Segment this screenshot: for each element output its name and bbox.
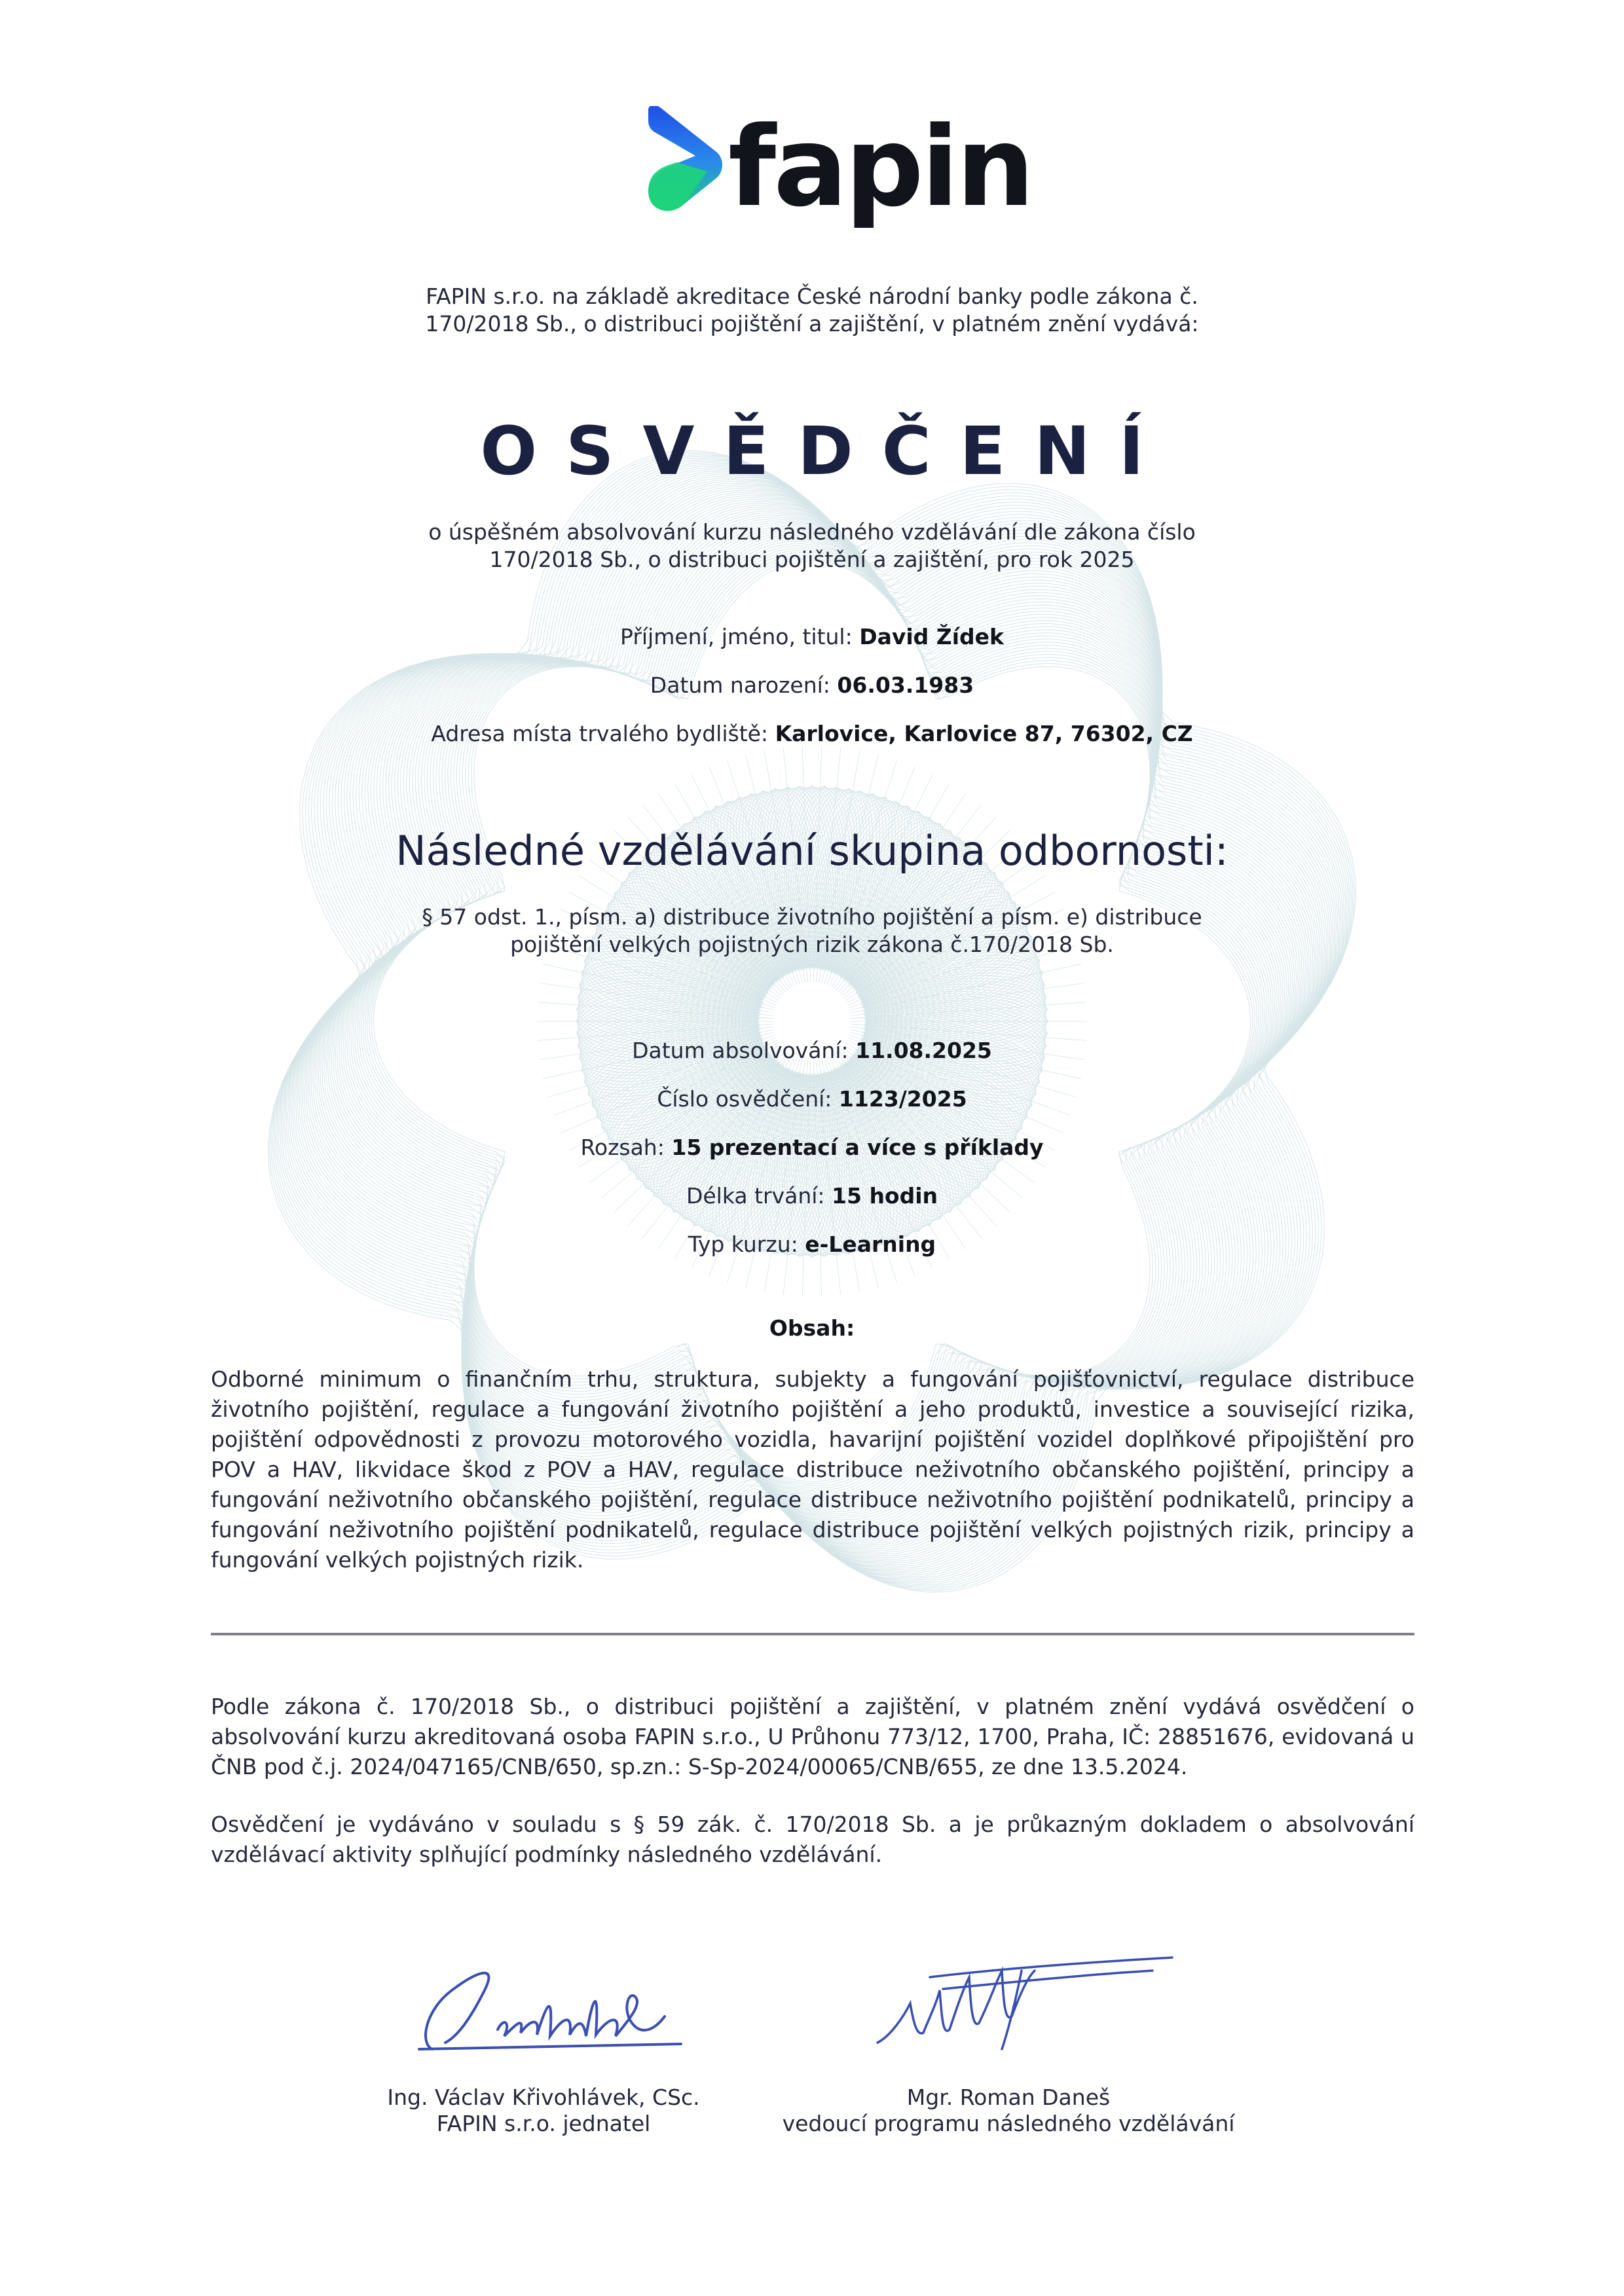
legal-paragraph-1: Podle zákona č. 170/2018 Sb., o distribuci pojištění a zajištění, v platném znění vydává osvědčení o absolvování kurzu akreditovaná osoba FAPIN s.r.o., U Průhonu 773/12, 1700, Praha, IČ: 28851676, evidovaná u ČNB pod č.j. 2024/047165/CNB/650, sp.zn.: S-Sp-2024/00065/CNB/655, ze dne 13.5.2024. <box>211 1694 1414 1779</box>
course-date-label: Datum absolvování: <box>632 1038 849 1063</box>
course-scope-label: Rozsah: <box>580 1135 665 1160</box>
person-address-row <box>0 720 1624 748</box>
signer-2-role: vedoucí programu následného vzdělávání <box>782 2111 1235 2136</box>
expertise-scope <box>0 903 1624 958</box>
course-duration-value: 15 hodin <box>832 1183 938 1209</box>
expertise-line-1: § 57 odst. 1., písm. a) distribuce životního pojištění a písm. e) distribuce <box>422 904 1202 930</box>
content-text: Odborné minimum o finančním trhu, struktura, subjekty a fungování pojišťovnictví, regulace distribuce životního pojištění, regulace a fungování životního pojištění a jeho produktů, investice a související rizika, pojištění odpovědnosti z provozu motorového vozidla, havarijní pojištění vozidel doplňkové připojištění pro POV a HAV, likvidace škod z POV a HAV, regulace distribuce neživotního občanského pojištění, principy a fungování neživotního občanského pojištění, regulace distribuce neživotního pojištění podnikatelů, principy a fungování neživotního pojištění podnikatelů, regulace distribuce pojištění velkých pojistných rizik, principy a fungování velkých pojistných rizik. <box>211 1366 1414 1573</box>
logo-mark-icon <box>643 106 728 230</box>
intro-line-1: FAPIN s.r.o. na základě akreditace České národní banky podle zákona č. <box>426 283 1198 309</box>
course-date-row <box>0 1037 1624 1065</box>
signature-caption-2 <box>747 2085 1270 2137</box>
person-name-row <box>0 623 1624 651</box>
course-type-value: e-Learning <box>805 1231 936 1257</box>
person-name-label: Příjmení, jméno, titul: <box>620 624 853 649</box>
person-address-label: Adresa místa trvalého bydliště: <box>431 721 769 746</box>
content-label: Obsah: <box>769 1315 855 1341</box>
course-date-value: 11.08.2025 <box>855 1038 992 1063</box>
fapin-logo <box>643 103 1032 231</box>
certificate-subtitle <box>0 519 1624 574</box>
subtitle-line-2: 170/2018 Sb., o distribuci pojištění a zajištění, pro rok 2025 <box>489 547 1135 572</box>
expertise-heading: Následné vzdělávání skupina odbornosti: <box>396 827 1228 875</box>
divider <box>211 1633 1414 1635</box>
certificate-number-value: 1123/2025 <box>838 1086 967 1112</box>
certificate-title: OSVĚDČENÍ <box>480 412 1173 490</box>
course-duration-label: Délka trvání: <box>686 1183 825 1209</box>
person-birth-label: Datum narození: <box>650 672 830 698</box>
person-address-value: Karlovice, Karlovice 87, 76302, CZ <box>775 721 1193 746</box>
signer-1-name: Ing. Václav Křivohlávek, CSc. <box>387 2085 700 2110</box>
signer-1-role: FAPIN s.r.o. jednatel <box>436 2111 651 2136</box>
signature-caption-1 <box>347 2085 740 2137</box>
subtitle-line-1: o úspěšném absolvování kurzu následného vzdělávání dle zákona číslo <box>428 519 1196 545</box>
expertise-line-2: pojištění velkých pojistných rizik zákona č.170/2018 Sb. <box>510 932 1114 957</box>
signature-krivohlavek <box>406 1951 694 2069</box>
intro-line-2: 170/2018 Sb., o distribuci pojištění a zajištění, v platném znění vydává: <box>425 311 1199 337</box>
course-type-row <box>0 1231 1624 1258</box>
person-birth-row <box>0 672 1624 699</box>
course-duration-row <box>0 1182 1624 1210</box>
signer-2-name: Mgr. Roman Daneš <box>906 2085 1111 2110</box>
course-scope-row <box>0 1134 1624 1161</box>
course-type-label: Typ kurzu: <box>688 1231 798 1257</box>
course-scope-value: 15 prezentací a více s příklady <box>671 1135 1044 1160</box>
legal-paragraph-2: Osvědčení je vydáváno v souladu s § 59 zák. č. 170/2018 Sb. a je průkazným dokladem o absolvování vzdělávací aktivity splňující podmínky následného vzdělávání. <box>211 1812 1414 1867</box>
intro-text <box>0 283 1624 338</box>
person-birth-value: 06.03.1983 <box>837 672 974 698</box>
logo-wordmark: fapin <box>728 103 1032 231</box>
certificate-number-label: Číslo osvědčení: <box>657 1086 832 1112</box>
person-name-value: David Žídek <box>859 624 1004 649</box>
certificate-number-row <box>0 1085 1624 1113</box>
signature-danes <box>864 1951 1179 2056</box>
